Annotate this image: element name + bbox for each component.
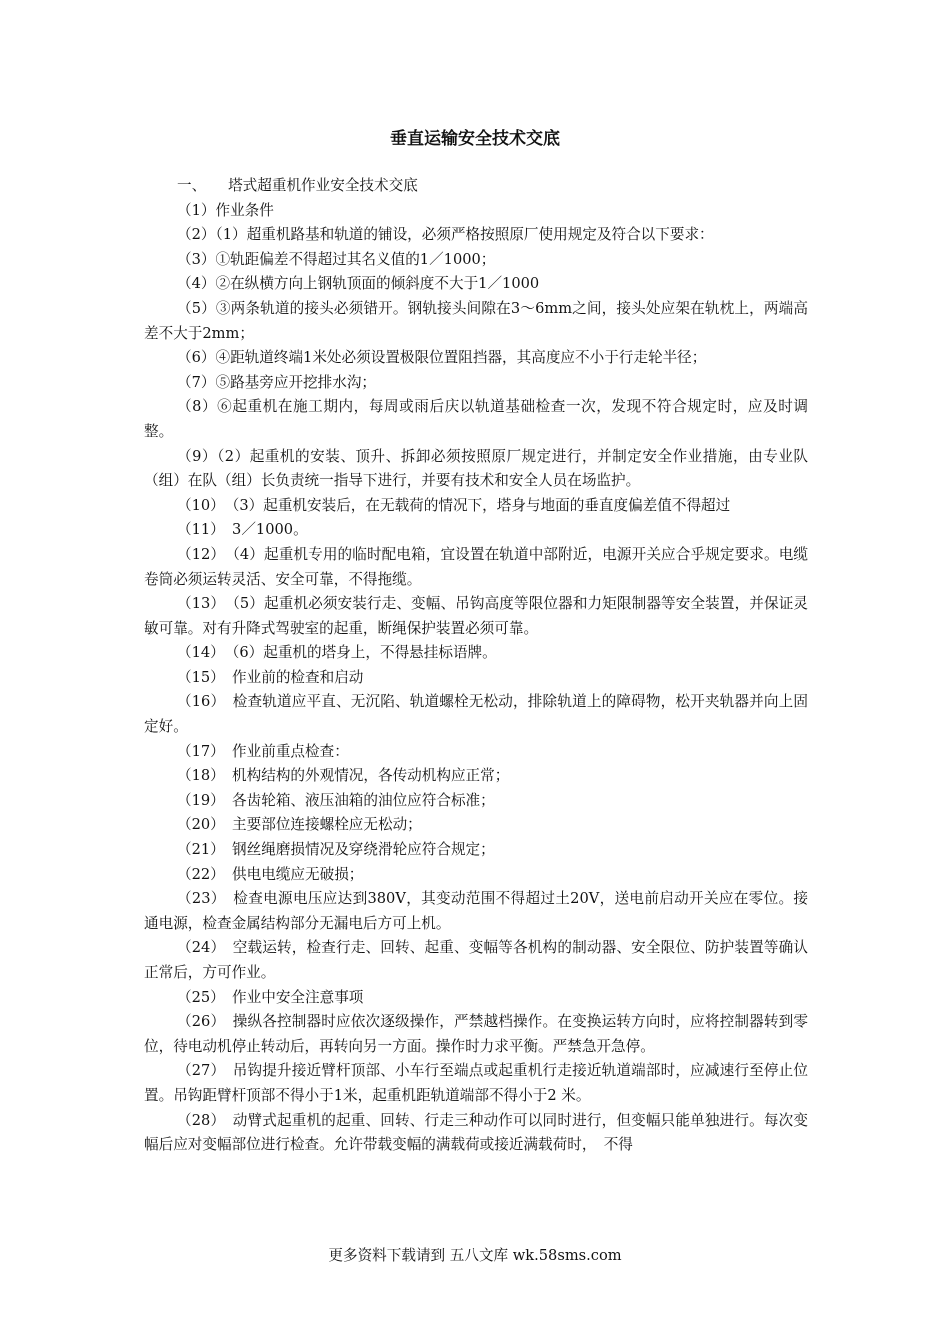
paragraph-20: （20） 主要部位连接螺栓应无松动； [177,816,422,834]
paragraph-27: （27） 吊钩提升接近臂杆顶部、小车行至端点或起重机行走接近轨道端部时，应减速行至停止位置。吊钩距臂杆顶部不得小于1米，起重机距轨道端部不得小于2 米。 [144,1062,808,1104]
paragraph-14: （14） （6）起重机的塔身上，不得悬挂标语牌。 [177,644,497,662]
paragraph-1: （1）作业条件 [177,201,274,219]
paragraph-8: （8）⑥起重机在施工期内，每周或雨后庆以轨道基础检查一次，发现不符合规定时，应及时调整。 [144,398,808,440]
page-title: 垂直运输安全技术交底 [390,129,560,149]
paragraph-26: （26） 操纵各控制器时应依次逐级操作，严禁越档操作。在变换运转方向时，应将控制器转到零位，待电动机停止转动后，再转向另一方面。操作时力求平衡。严禁急开急停。 [144,1013,808,1055]
document-body [144,174,808,1158]
paragraph-4: （4）②在纵横方向上钢轨顶面的倾斜度不大于1／1000 [177,275,540,293]
paragraph-15: （15） 作业前的检查和启动 [177,668,364,686]
paragraph-10: （10） （3）起重机安装后，在无载荷的情况下，塔身与地面的垂直度偏差值不得超过 [177,496,731,514]
paragraph-16: （16） 检查轨道应平直、无沉陷、轨道螺栓无松动，排除轨道上的障碍物，松开夹轨器并向上固定好。 [144,693,808,736]
paragraph-24: （24） 空载运转，检查行走、回转、起重、变幅等各机构的制动器、安全限位、防护装置等确认正常后，方可作业。 [144,939,808,981]
paragraph-9: （9）（2）起重机的安装、顶升、拆卸必须按照原厂规定进行，并制定安全作业措施，由专业队（组）在队（组）长负责统一指导下进行，并要有技术和安全人员在场监护。 [144,447,808,490]
paragraph-23: （23） 检查电源电压应达到380V，其变动范围不得超过土20V，送电前启动开关应在零位。接通电源，检查金属结构部分无漏电后方可上机。 [144,890,808,932]
paragraph-6: （6）④距轨道终端1米处必须设置极限位置阻挡器，其高度应不小于行走轮半径； [177,349,707,367]
paragraph-5: （5）③两条轨道的接头必须错开。钢轨接头间隙在3～6mm之间，接头处应架在轨枕上，两端高差不大于2mm； [144,299,808,342]
paragraph-21: （21） 钢丝绳磨损情况及穿绕滑轮应符合规定； [177,841,495,859]
paragraph-22: （22） 供电电缆应无破损； [177,865,364,883]
paragraph-section-1: 一、 塔式超重机作业安全技术交底 [177,177,418,194]
paragraph-28: （28） 动臂式起重机的起重、回转、行走三种动作可以同时进行，但变幅只能单独进行。每次变幅后应对变幅部位进行检查。允许带载变幅的满载荷或接近满载荷时， 不得 [144,1111,808,1154]
paragraph-12: （12） （4）起重机专用的临时配电箱，宜设置在轨道中部附近，电源开关应合乎规定要求。电缆卷筒必须运转灵活、安全可靠，不得拖缆。 [144,545,808,588]
paragraph-17: （17） 作业前重点检查： [177,742,349,760]
paragraph-25: （25） 作业中安全注意事项 [177,988,364,1006]
paragraph-18: （18） 机构结构的外观情况，各传动机构应正常； [177,767,510,785]
paragraph-3: （3）①轨距偏差不得超过其名义值的1／1000； [177,250,496,268]
paragraph-2: （2）（1）超重机路基和轨道的铺设，必须严格按照原厂使用规定及符合以下要求： [177,226,714,244]
paragraph-7: （7）⑤路基旁应开挖排水沟； [177,373,377,391]
paragraph-11: （11） 3／1000。 [177,521,308,539]
paragraph-19: （19） 各齿轮箱、液压油箱的油位应符合标准； [177,791,495,809]
footer-download-note: 更多资料下载请到 五八文库 wk.58sms.com [328,1247,622,1264]
paragraph-13: （13） （5）起重机必须安装行走、变幅、吊钩高度等限位器和力矩限制器等安全装置，并保证灵敏可靠。对有升降式驾驶室的起重，断绳保护装置必须可靠。 [144,595,808,637]
